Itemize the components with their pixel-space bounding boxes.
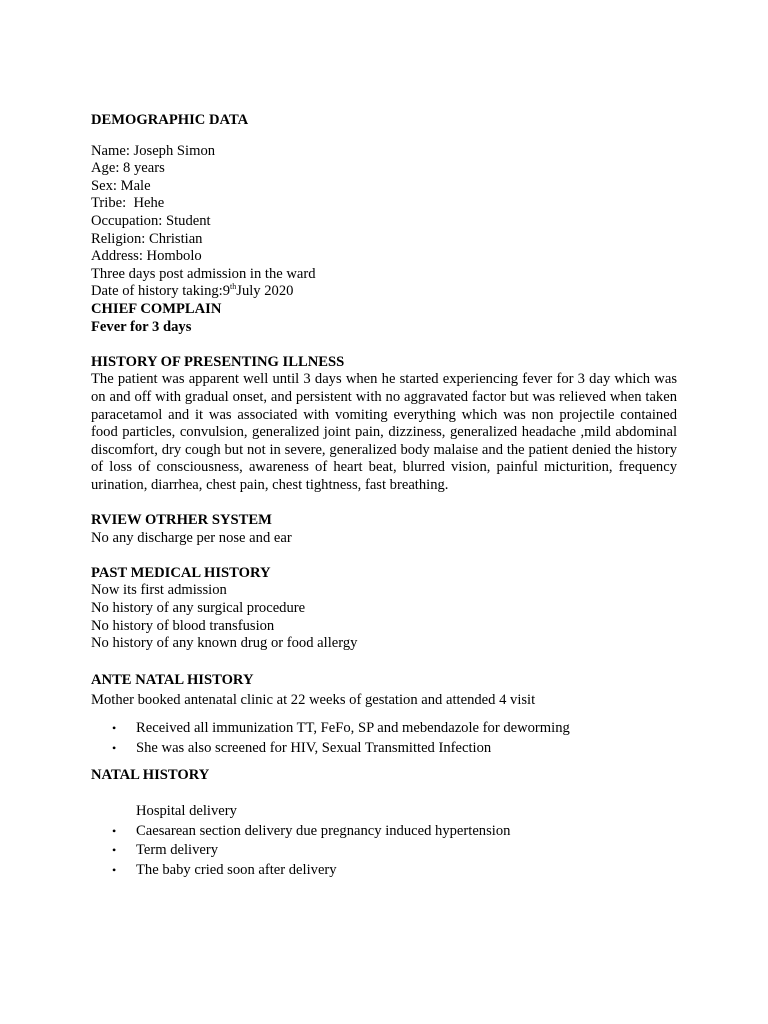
- document-page: [91, 112, 677, 880]
- demographic-name: Name: Joseph Simon: [91, 142, 216, 159]
- demographic-sex: Sex: Male: [91, 177, 151, 194]
- presenting-illness-heading: HISTORY OF PRESENTING ILLNESS: [91, 353, 345, 370]
- past-medical-line: No history of any known drug or food allergy: [91, 635, 358, 652]
- list-item: [91, 841, 677, 860]
- list-item-text: She was also screened for HIV, Sexual Transmitted Infection: [136, 739, 492, 756]
- history-date-ordinal: th: [230, 282, 237, 292]
- demographic-occupation: Occupation: Student: [91, 212, 211, 229]
- demographic-age: Age: 8 years: [91, 160, 165, 177]
- spacer: [91, 710, 677, 719]
- demographic-heading: DEMOGRAPHIC DATA: [91, 112, 249, 128]
- review-system-text: No any discharge per nose and ear: [91, 529, 292, 546]
- spacer: [91, 130, 677, 138]
- antenatal-heading: ANTE NATAL HISTORY: [91, 672, 254, 689]
- bullet-glyph: •: [112, 740, 117, 755]
- history-date-suffix: July 2020: [236, 283, 294, 300]
- natal-bullet-list: [91, 822, 677, 880]
- bullet-glyph: •: [112, 721, 117, 736]
- spacer: [91, 494, 677, 512]
- history-date-prefix: Date of history taking:9: [91, 283, 231, 300]
- list-item: [91, 739, 677, 758]
- chief-complain-heading: CHIEF COMPLAIN: [91, 300, 222, 317]
- bullet-glyph: •: [112, 843, 117, 858]
- list-item-text: Term delivery: [136, 842, 219, 859]
- antenatal-text: Mother booked antenatal clinic at 22 weeks of gestation and attended 4 visit: [91, 692, 536, 709]
- list-item: [91, 822, 677, 841]
- past-medical-line: No history of blood transfusion: [91, 617, 275, 634]
- past-medical-line: No history of any surgical procedure: [91, 600, 306, 617]
- demographic-admission-note: Three days post admission in the ward: [91, 265, 316, 282]
- demographic-address: Address: Hombolo: [91, 248, 202, 265]
- list-item: [91, 861, 677, 880]
- demographic-religion: Religion: Christian: [91, 230, 203, 247]
- chief-complain-text: Fever for 3 days: [91, 318, 192, 335]
- review-system-heading: RVIEW OTRHER SYSTEM: [91, 512, 272, 529]
- spacer: [91, 653, 677, 671]
- spacer: [91, 785, 677, 803]
- past-medical-line: Now its first admission: [91, 582, 227, 599]
- list-item: [91, 719, 677, 738]
- list-item-text: Received all immunization TT, FeFo, SP and mebendazole for deworming: [136, 720, 570, 737]
- list-item-text: Caesarean section delivery due pregnancy induced hypertension: [136, 822, 511, 839]
- history-date: [91, 283, 677, 301]
- spacer: [91, 758, 677, 767]
- antenatal-bullet-list: [91, 719, 677, 758]
- presenting-illness-text: The patient was apparent well until 3 days when he started experiencing fever for 3 day which was on and off with gradual onset, and persistent with no aggravated factor but was relieved when taken paracetamol and it was associated with vomiting everything which was non projectile contained food particles, convulsion, generalized joint pain, dizziness, generalized headache ,mild abdominal discomfort, dry cough but not in severe, generalized body malaise and the patient denied the history of loss of consciousness, awareness of heart beat, blurred vision, painful micturition, frequency urination, diarrhea, chest pain, chest tightness, fast breathing.: [91, 371, 677, 493]
- bullet-glyph: •: [112, 862, 117, 877]
- past-medical-heading: PAST MEDICAL HISTORY: [91, 564, 271, 581]
- demographic-tribe: Tribe: Hehe: [91, 195, 165, 212]
- natal-heading: NATAL HISTORY: [91, 767, 210, 784]
- natal-first-line: Hospital delivery: [136, 803, 237, 820]
- bullet-glyph: •: [112, 823, 117, 838]
- spacer: [91, 336, 677, 354]
- list-item-text: The baby cried soon after delivery: [136, 861, 337, 878]
- spacer: [91, 547, 677, 565]
